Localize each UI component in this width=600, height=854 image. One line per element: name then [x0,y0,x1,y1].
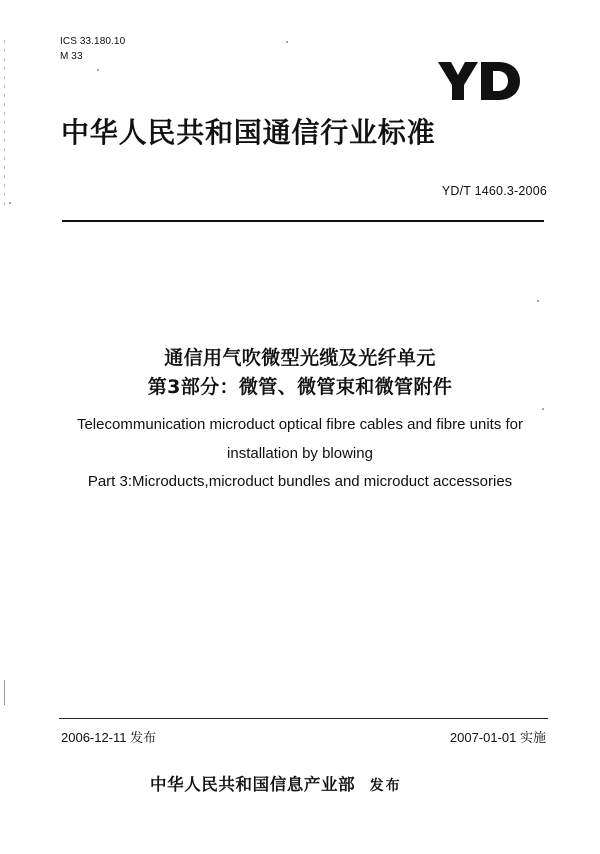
scan-speck [9,202,11,204]
publisher-line [150,771,470,795]
scan-speck [542,408,544,410]
english-title-line-1: Telecommunication microduct optical fibre cables and fibre units for [76,416,524,433]
publisher-name: 中华人民共和国信息产业部 [150,775,356,794]
scan-speck [537,300,539,302]
scan-speck [286,41,288,43]
scan-speck [97,69,99,71]
chinese-title-line-1: 通信用气吹微型光缆及光纤单元 [164,347,436,369]
standard-title: 中华人民共和国通信行业标准 [61,116,436,149]
implementation-date: 2007-01-01 实施 [449,730,546,745]
classification-block [60,34,125,64]
publisher-action: 发布 [369,778,402,794]
english-title-line-3: Part 3:Microducts,microduct bundles and microduct accessories [87,473,513,490]
chinese-title-line-2: 第3部分：微管、微管束和微管附件 [147,376,453,398]
english-title-line-2: installation by blowing [227,445,373,462]
scan-edge-mark [4,680,5,705]
category-code: M 33 [60,51,83,62]
standard-number: YD/T 1460.3-2006 [441,184,547,198]
date-divider [59,718,548,719]
header-rule [62,220,544,222]
scan-edge-mark [4,40,5,210]
ics-code: ICS 33.180.10 [60,36,126,47]
issue-date: 2006-12-11 发布 [61,730,157,745]
yd-logo [438,62,520,100]
